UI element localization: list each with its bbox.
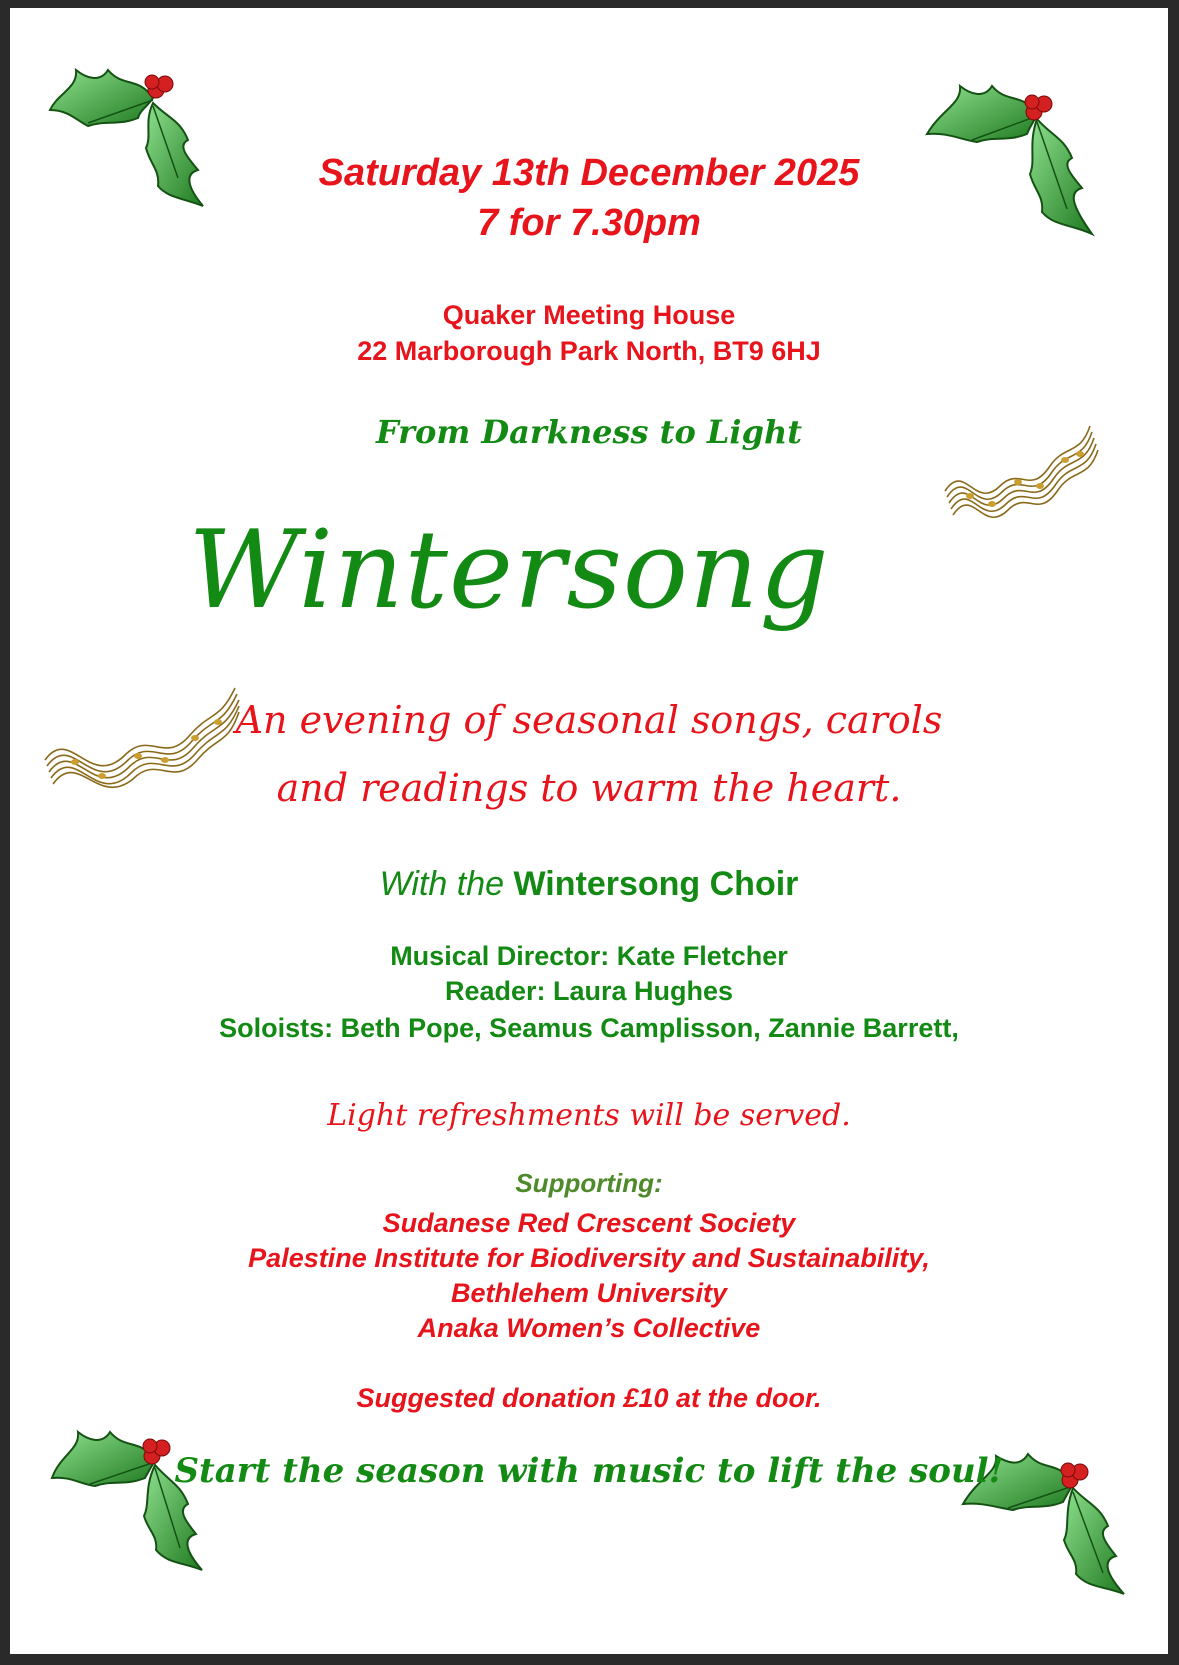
- closing-tagline: Start the season with music to lift the soul!: [174, 1451, 1004, 1491]
- donation-note: Suggested donation £10 at the door.: [356, 1383, 822, 1413]
- charity-item: Anaka Women’s Collective: [417, 1313, 761, 1343]
- refreshments-note: Light refreshments will be served.: [327, 1098, 851, 1133]
- event-venue: Quaker Meeting House: [442, 300, 736, 330]
- event-title: Wintersong: [188, 508, 830, 633]
- event-address: 22 Marborough Park North, BT9 6HJ: [357, 336, 821, 366]
- event-date: Saturday 13th December 2025: [318, 152, 860, 194]
- charity-item: Palestine Institute for Biodiversity and Sustainability,: [248, 1243, 930, 1273]
- choir-prefix: With the: [379, 865, 505, 903]
- musical-director: Musical Director: Kate Fletcher: [390, 941, 788, 971]
- charity-item: Sudanese Red Crescent Society: [382, 1208, 796, 1238]
- event-time: 7 for 7.30pm: [477, 202, 701, 244]
- supporting-label: Supporting:: [515, 1168, 663, 1198]
- event-subtitle: From Darkness to Light: [375, 413, 802, 451]
- flyer-page: [10, 8, 1168, 1654]
- charity-item: Bethlehem University: [450, 1278, 728, 1308]
- choir-line: [10, 865, 1168, 904]
- soloists: Soloists: Beth Pope, Seamus Camplisson, Zannie Barrett,: [219, 1013, 959, 1043]
- reader: Reader: Laura Hughes: [444, 976, 734, 1006]
- description-line-2: and readings to warm the heart.: [276, 766, 902, 810]
- holly-icon: [40, 1420, 230, 1590]
- description-line-1: An evening of seasonal songs, carols: [235, 698, 943, 742]
- choir-name: Wintersong Choir: [513, 865, 799, 903]
